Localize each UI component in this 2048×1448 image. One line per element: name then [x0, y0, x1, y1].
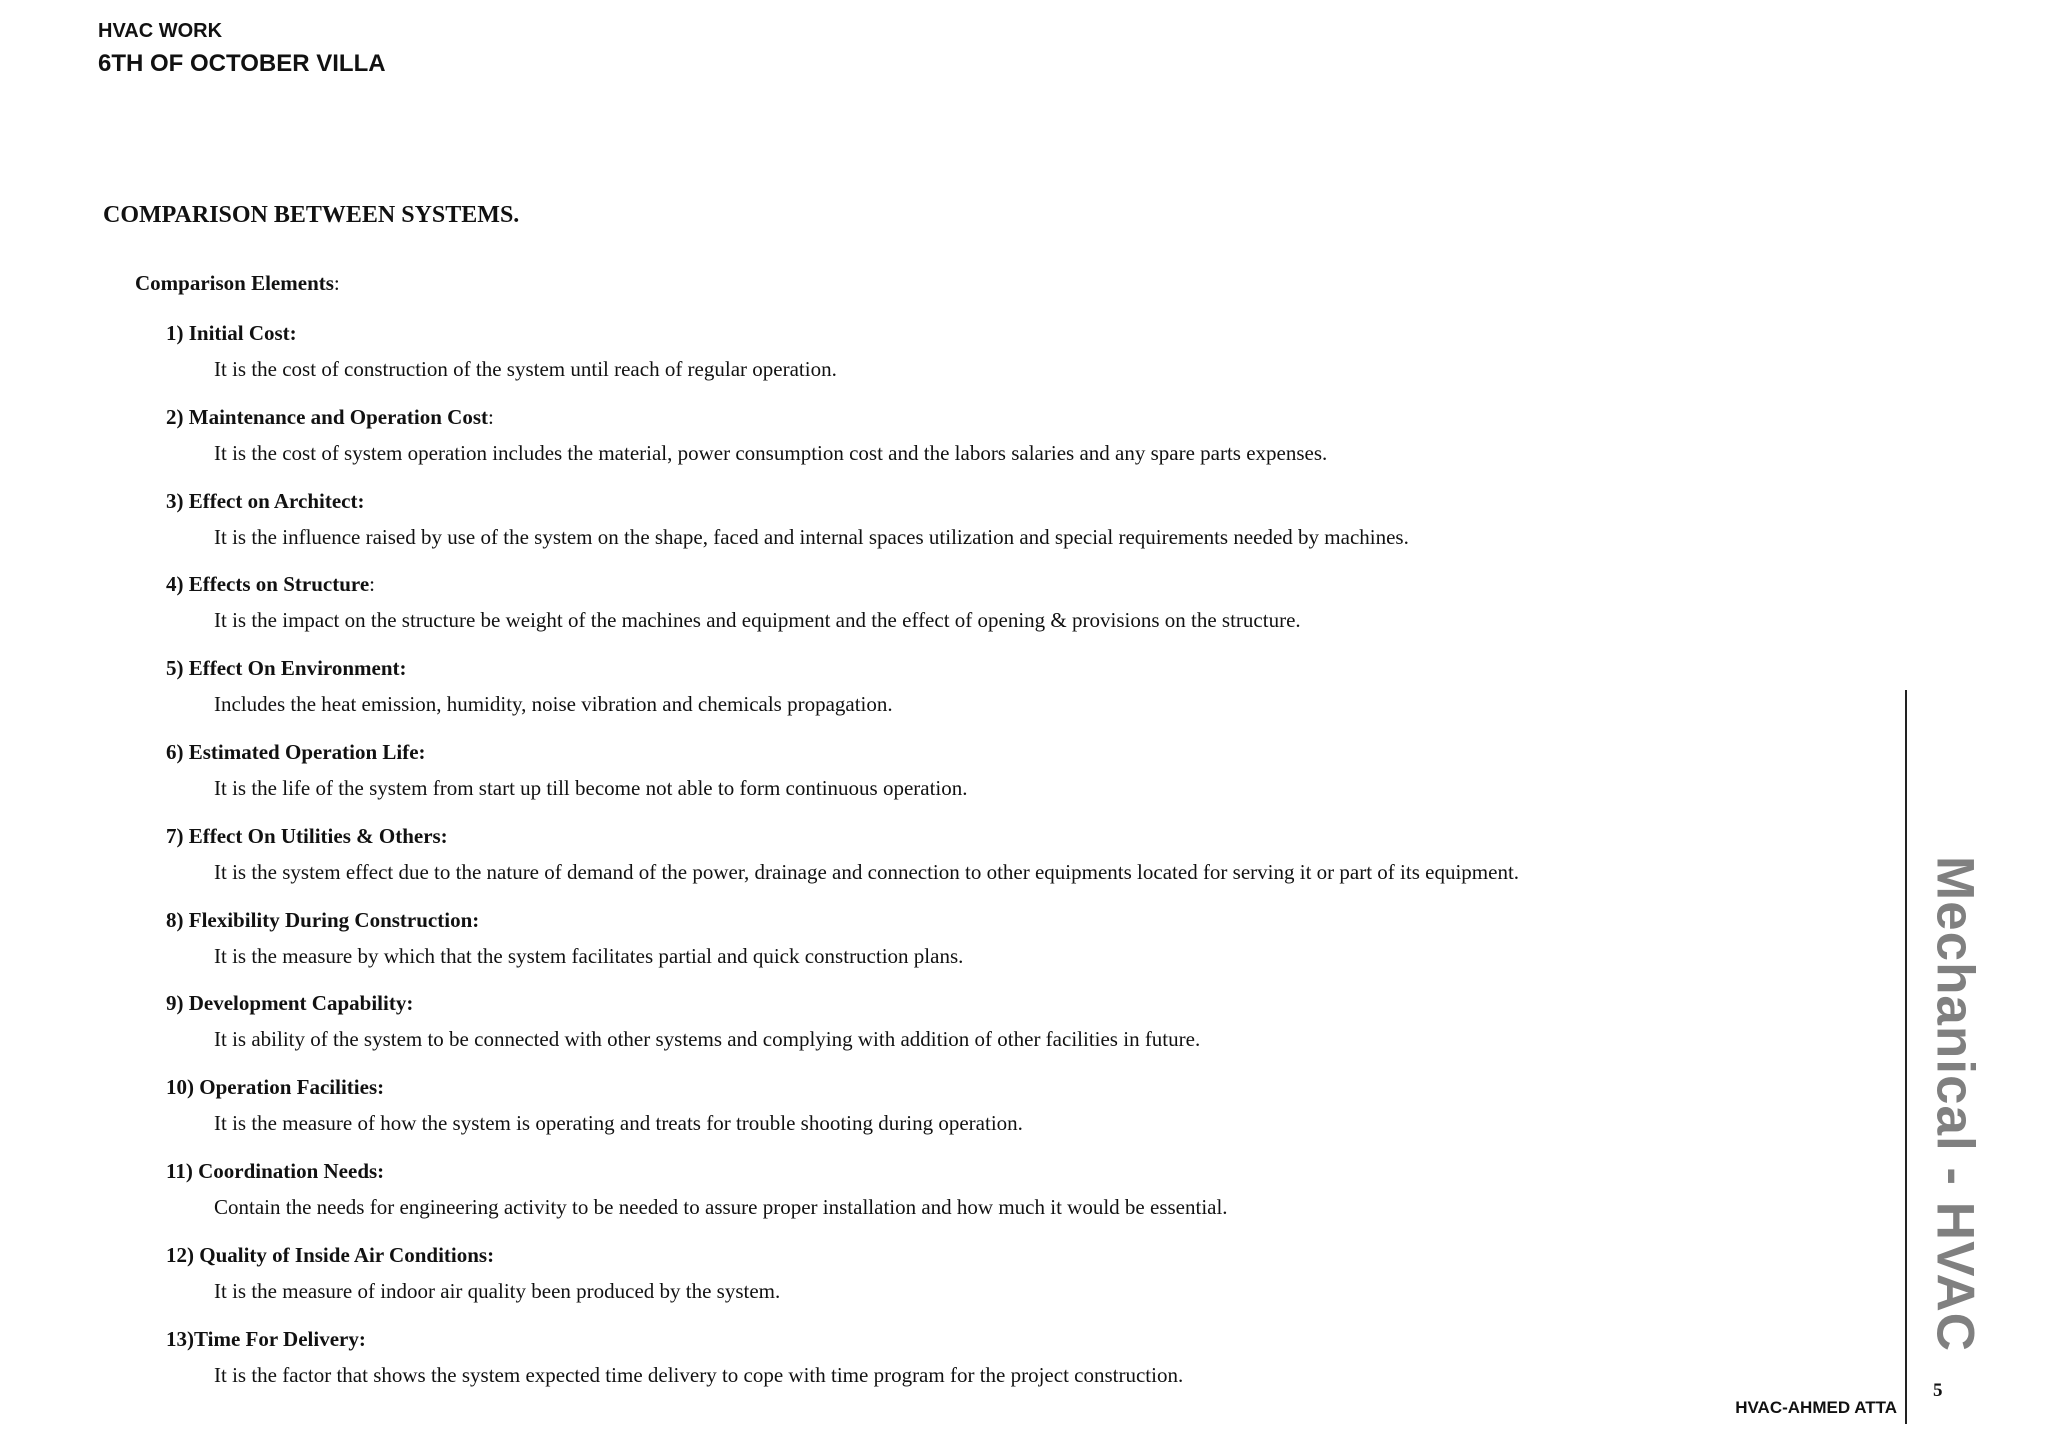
intro-label: Comparison Elements	[135, 271, 334, 295]
margin-rule	[1905, 690, 1907, 1424]
item-title-text: 11) Coordination Needs:	[166, 1158, 385, 1183]
header-project-name: 6TH OF OCTOBER VILLA	[98, 50, 386, 77]
list-item	[166, 1242, 1519, 1326]
item-description: It is the influence raised by use of the system on the shape, faced and internal spaces utilization and special requirements needed by machines.	[214, 524, 1409, 549]
item-title-text: 1) Initial Cost:	[166, 321, 297, 345]
item-title	[166, 1326, 1519, 1362]
header-project-type: HVAC WORK	[98, 20, 223, 42]
list-item	[166, 404, 1519, 488]
item-title	[166, 907, 1519, 943]
item-title	[166, 739, 1519, 775]
item-description: It is the measure of indoor air quality been produced by the system.	[214, 1278, 781, 1303]
item-title-text: 9) Development Capability:	[166, 991, 414, 1016]
item-description: Contain the needs for engineering activity to be needed to assure proper installation and how much it would be essential.	[214, 1194, 1228, 1219]
comparison-elements-list	[166, 320, 1519, 1409]
list-item	[166, 990, 1519, 1074]
section-title: COMPARISON BETWEEN SYSTEMS.	[103, 202, 520, 228]
item-title-colon: :	[369, 572, 375, 597]
item-title-text: 7) Effect On Utilities & Others:	[166, 823, 448, 848]
item-description: It is the system effect due to the nature of demand of the power, drainage and connection to other equipments located for serving it or part of its equipment.	[214, 859, 1520, 884]
list-item	[166, 907, 1519, 991]
item-title-colon: :	[488, 404, 494, 429]
item-title	[166, 655, 1519, 691]
item-title-text: 13)Time For Delivery:	[166, 1326, 366, 1351]
item-title-text: 8) Flexibility During Construction:	[166, 907, 480, 932]
item-description: It is the cost of system operation includes the material, power consumption cost and the labors salaries and any spare parts expenses.	[214, 440, 1328, 465]
page-number: 5	[1933, 1380, 1943, 1401]
item-description: It is the measure by which that the system facilitates partial and quick construction plans.	[214, 943, 964, 968]
item-title	[166, 404, 1519, 440]
item-title-text: 5) Effect On Environment:	[166, 656, 407, 681]
list-item	[166, 320, 1519, 404]
list-item	[166, 1326, 1519, 1410]
item-description: It is the cost of construction of the system until reach of regular operation.	[214, 357, 837, 381]
list-item	[166, 823, 1519, 907]
item-description: It is ability of the system to be connected with other systems and complying with addition of other facilities in future.	[214, 1027, 1201, 1052]
item-title-text: 2) Maintenance and Operation Cost	[166, 404, 488, 429]
item-description: It is the measure of how the system is operating and treats for trouble shooting during operation.	[214, 1111, 1023, 1136]
item-title	[166, 1158, 1519, 1194]
footer-author: HVAC-AHMED ATTA	[1735, 1398, 1897, 1417]
item-title-text: 6) Estimated Operation Life:	[166, 739, 426, 764]
side-label: Mechanical - HVAC	[1925, 855, 1985, 1353]
item-title	[166, 488, 1519, 524]
item-title-text: 10) Operation Facilities:	[166, 1075, 385, 1100]
item-description: Includes the heat emission, humidity, noise vibration and chemicals propagation.	[214, 692, 893, 717]
intro-line	[135, 271, 340, 296]
item-description: It is the impact on the structure be weight of the machines and equipment and the effect of opening & provisions on the structure.	[214, 608, 1301, 633]
item-title	[166, 823, 1519, 859]
item-title	[166, 1242, 1519, 1278]
list-item	[166, 488, 1519, 572]
item-description: It is the life of the system from start up till become not able to form continuous operation.	[214, 775, 968, 800]
list-item	[166, 1158, 1519, 1242]
intro-suffix: :	[333, 271, 340, 295]
list-item	[166, 739, 1519, 823]
item-description: It is the factor that shows the system expected time delivery to cope with time program for the project construction.	[214, 1362, 1184, 1387]
item-title-text: 12) Quality of Inside Air Conditions:	[166, 1242, 495, 1267]
item-title-text: 3) Effect on Architect:	[166, 488, 365, 513]
item-title	[166, 990, 1519, 1026]
item-title	[166, 571, 1519, 607]
list-item	[166, 1074, 1519, 1158]
item-title	[166, 320, 1519, 356]
item-title	[166, 1074, 1519, 1110]
list-item	[166, 655, 1519, 739]
item-title-text: 4) Effects on Structure	[166, 572, 370, 597]
list-item	[166, 571, 1519, 655]
